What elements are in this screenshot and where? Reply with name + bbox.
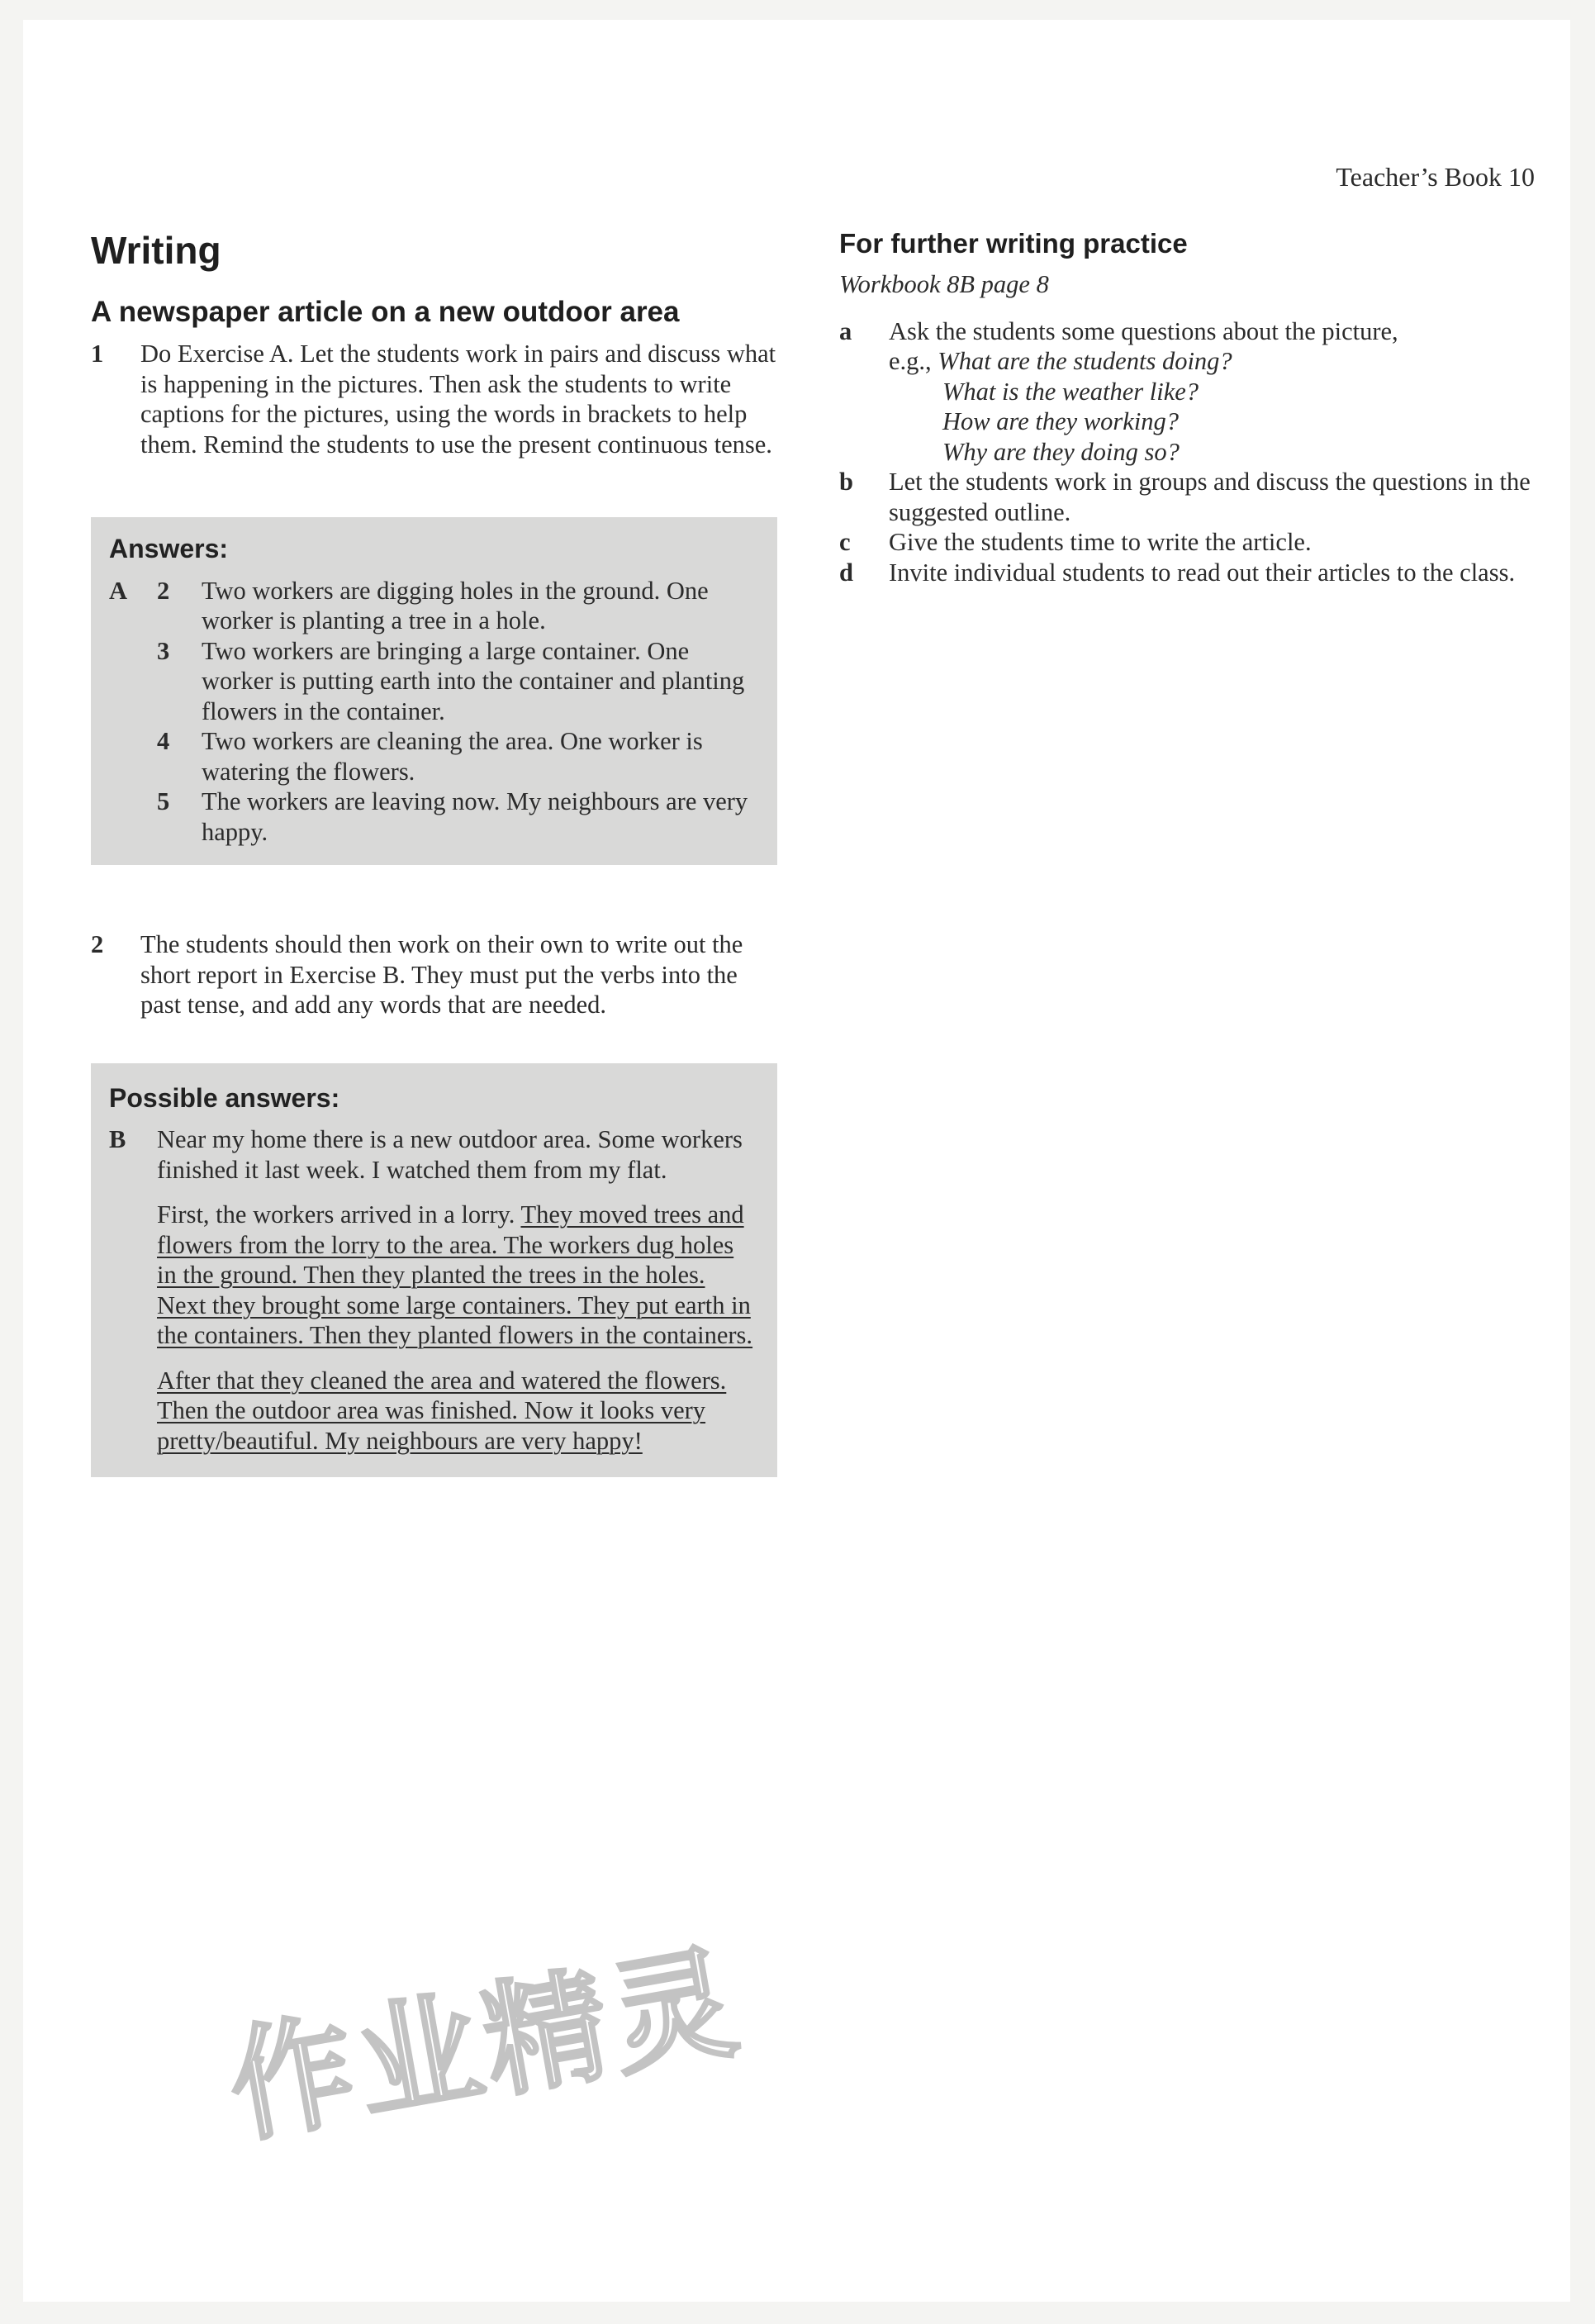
answer-paragraph-2-start: First, the workers arrived in a lorry. (157, 1200, 521, 1229)
left-column (91, 228, 781, 1477)
item-letter: c (839, 528, 851, 556)
answer-text: Two workers are bringing a large container. One worker is putting earth into the container and planting flowers in the container. (202, 636, 745, 725)
exercise-letter: B (109, 1125, 126, 1153)
item-text: Invite individual students to read out their articles to the class. (889, 558, 1516, 587)
item-letter: a (839, 316, 852, 345)
step-text: The students should then work on their own to write out the short report in Exercise B. They must put the verbs into the past tense, and add any words that are needed. (140, 930, 743, 1019)
instruction-step-2 (91, 929, 781, 1020)
question-text: What are the students doing? (938, 347, 1232, 375)
right-column (839, 228, 1533, 587)
answer-item (109, 636, 759, 727)
practice-item-c (839, 527, 1533, 558)
answer-paragraph-3: After that they cleaned the area and watered the flowers. Then the outdoor area was finished. Now it looks very pretty/beautiful. My neighbours are very happy! (157, 1366, 727, 1455)
possible-answers-box (91, 1063, 777, 1478)
answer-text: The workers are leaving now. My neighbours are very happy. (202, 787, 748, 846)
instruction-step-1 (91, 339, 781, 459)
practice-item-d (839, 558, 1533, 588)
answer-number: 4 (157, 727, 170, 755)
section-subtitle: A newspaper article on a new outdoor area (91, 296, 680, 328)
answer-number: 3 (157, 636, 170, 665)
answer-paragraph-2-underlined: They moved trees and flowers from the lorry to the area. The workers dug holes in the ground. Then they planted the trees in the holes. Next they brought some large containers. They put earth in the containers. Then they planted flowers in the containers. (157, 1200, 753, 1349)
page (23, 20, 1570, 2302)
item-text: Give the students time to write the article. (889, 528, 1312, 556)
workbook-reference: Workbook 8B page 8 (839, 270, 1049, 298)
step-text: Do Exercise A. Let the students work in pairs and discuss what is happening in the pictures. Then ask the students to write captions for the pictures, using the words in brackets to help them. Remind the students to use the present continuous tense. (140, 340, 776, 459)
answer-number: 5 (157, 787, 170, 815)
answer-text: Two workers are cleaning the area. One worker is watering the flowers. (202, 727, 703, 786)
watermark: 作业精灵 (219, 1929, 752, 2161)
running-head: Teacher’s Book 10 (1336, 162, 1535, 192)
possible-answer (109, 1124, 759, 1456)
example-question-1 (889, 346, 1533, 377)
example-question-4: Why are they doing so? (942, 437, 1180, 466)
answers-box (91, 517, 777, 865)
answer-text: Two workers are digging holes in the ground. One worker is planting a tree in a hole. (202, 576, 709, 634)
eg-prefix: e.g., (889, 347, 938, 375)
answer-paragraph-2 (157, 1200, 759, 1351)
step-number: 1 (91, 340, 104, 368)
further-practice-title: For further writing practice (839, 228, 1188, 259)
section-title: Writing (91, 229, 221, 272)
item-text: Ask the students some questions about the picture, (889, 316, 1398, 345)
possible-answers-title: Possible answers: (109, 1082, 340, 1113)
example-question-2: What is the weather like? (942, 377, 1199, 406)
answers-title: Answers: (109, 534, 229, 563)
answer-item (109, 787, 759, 847)
practice-item-b (839, 467, 1533, 527)
answer-paragraph-1: Near my home there is a new outdoor area. Some workers finished it last week. I watched them from my flat. (157, 1125, 743, 1184)
step-number: 2 (91, 930, 104, 958)
item-letter: d (839, 558, 853, 587)
example-question-3: How are they working? (942, 407, 1180, 435)
exercise-letter: A (109, 576, 128, 605)
item-text: Let the students work in groups and discuss the questions in the suggested outline. (889, 468, 1531, 526)
answer-item (109, 726, 759, 787)
answer-number: 2 (157, 576, 170, 605)
answer-item (109, 576, 759, 636)
item-letter: b (839, 468, 853, 496)
practice-item-a (839, 316, 1533, 468)
